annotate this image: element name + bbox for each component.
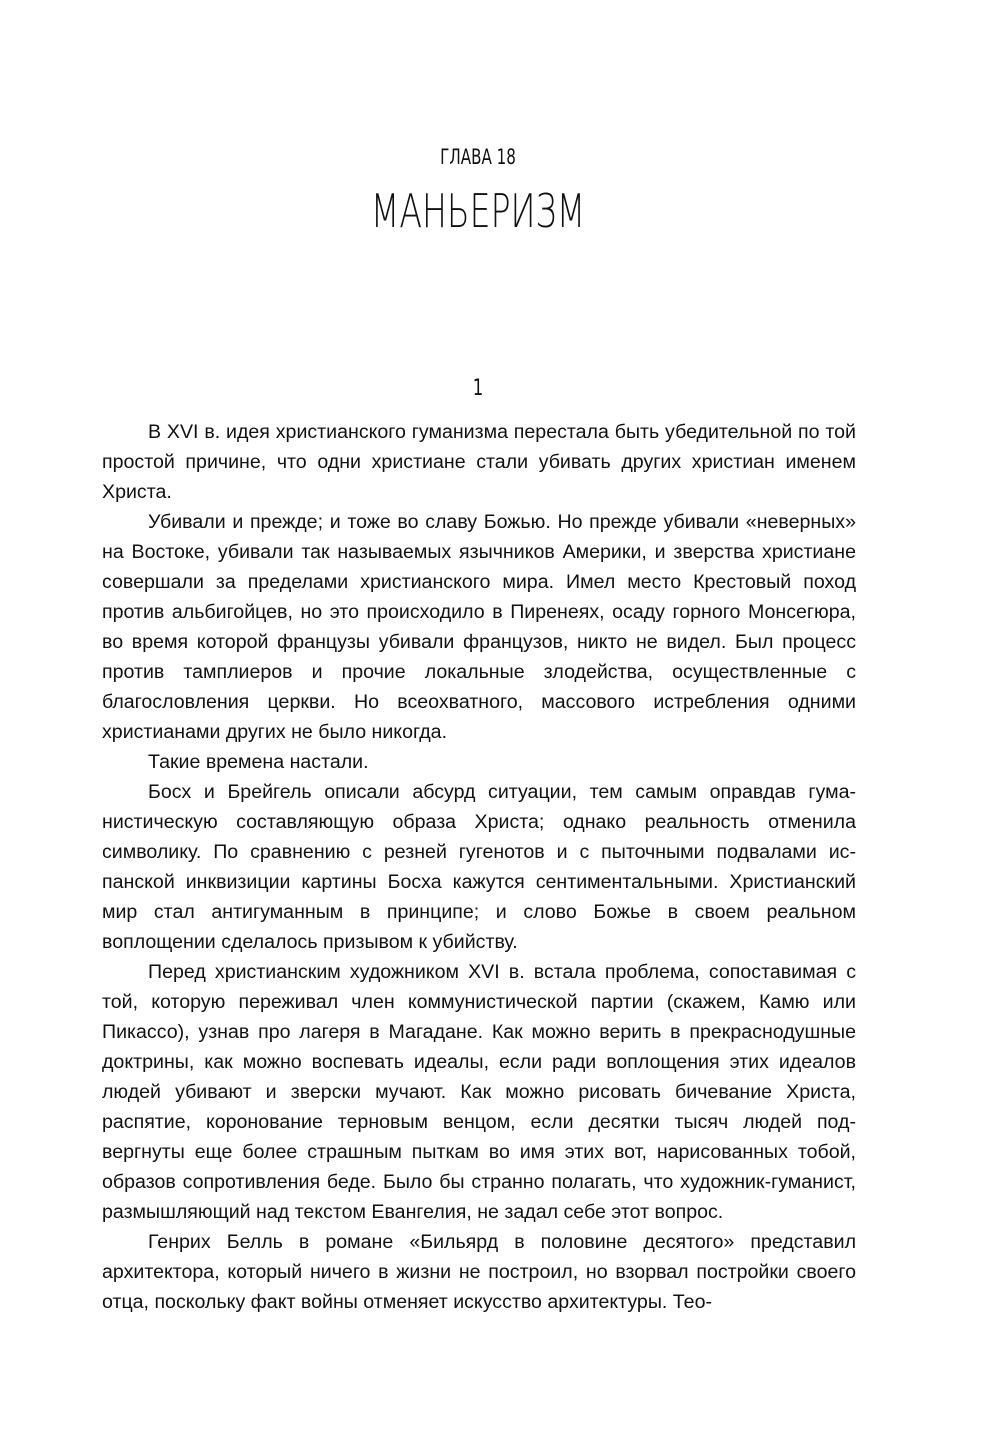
body-text xyxy=(102,417,856,1317)
paragraph: Убивали и прежде; и тоже во славу Божью. Но прежде убивали «неверных» на Востоке, убивали так называемых язычников Америки, и зверства христиане совершали за пределами христианского мира. Имел место Крестовый поход против альбигойцев, но это происходило в Пиренеях, осаду горного Монсегюра, во время которой французы убивали французов, никто не видел. Был процесс против тамплиеров и прочие локальные злодейства, осуществленные с благословления церкви. Но всеохватного, массового истребления одними христианами других не было никогда. xyxy=(102,511,856,743)
section-number: 1 xyxy=(472,376,484,401)
paragraph: В XVI в. идея христианского гуманизма перестала быть убедительной по той простой причине, что одни христиане стали убивать других христиан именем Христа. xyxy=(102,421,856,503)
chapter-label: ГЛАВА 18 xyxy=(440,145,516,169)
paragraph: Перед христианским художником XVI в. встала проблема, сопоставимая с той, которую переживал член коммунистической партии (скажем, Камю или Пикассо), узнав про лагеря в Магадане. Как можно верить в прекраснодушные доктрины, как можно воспевать идеалы, если ради воплощения этих идеалов людей убивают и зверски мучают. Как можно рисовать бичевание Христа, распятие, коронование терновым венцом, если десятки тысяч людей подвергнуты еще более страшным пыткам во имя этих вот, нарисованных тобой, образов сопротивления беде. Было бы странно полагать, что художник-гуманист, размышляющий над текстом Евангелия, не задал себе этот вопрос. xyxy=(102,961,856,1223)
paragraph: Босх и Брейгель описали абсурд ситуации, тем самым оправдав гуманистическую составляющую образа Христа; однако реальность отменила символику. По сравнению с резней гугенотов и с пыточными подвалами испанской инквизиции картины Босха кажутся сентиментальными. Христианский мир стал антигуманным в принципе; и слово Божье в своем реальном воплощении сделалось призывом к убийству. xyxy=(102,781,856,953)
paragraph: Генрих Белль в романе «Бильярд в половине десятого» представил архитектора, который ничего в жизни не построил, но взорвал постройки своего отца, поскольку факт войны отменяет искусство архитектуры. Тео- xyxy=(102,1231,856,1313)
chapter-title: МАНЬЕРИЗМ xyxy=(370,184,586,238)
paragraph: Такие времена настали. xyxy=(148,751,369,773)
